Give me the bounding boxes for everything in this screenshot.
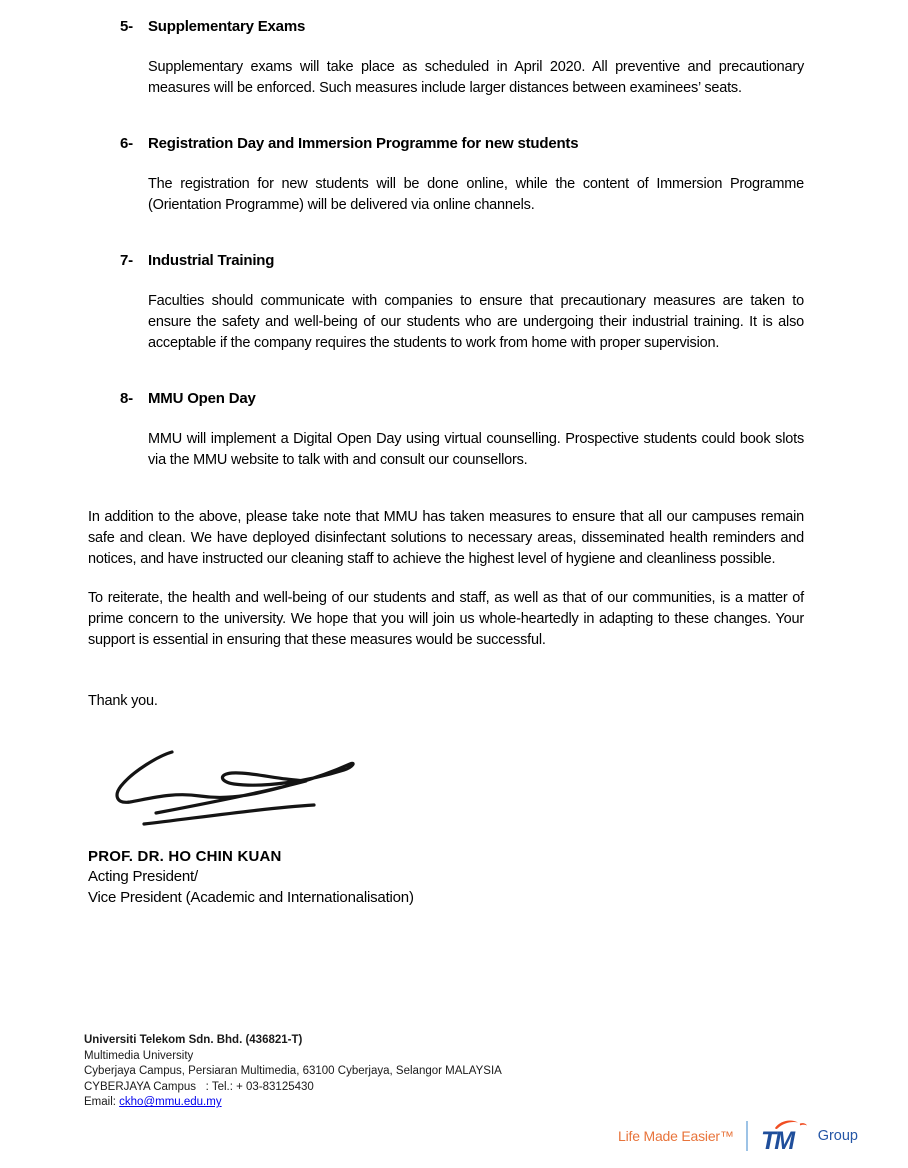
item-heading <box>120 388 804 409</box>
brand-group-label: Group <box>817 1128 858 1144</box>
thank-you-line: Thank you. <box>88 693 158 709</box>
email-link[interactable]: ckho@mmu.edu.my <box>119 1096 222 1109</box>
footer-email-label: Email: <box>84 1096 120 1109</box>
footer-email-line <box>84 1095 502 1111</box>
item-paragraph: Supplementary exams will take place as scheduled in April 2020. All preventive and precautionary measures will be enforced. Such measures include larger distances between examinees’ seats. <box>148 59 804 96</box>
brand-divider <box>746 1121 748 1151</box>
letter-body <box>88 14 804 908</box>
item-paragraph: The registration for new students will be done online, while the content of Immersion Programme (Orientation Programme) will be delivered via online channels. <box>148 176 804 213</box>
signatory-title-2: Vice President (Academic and Internationalisation) <box>88 888 414 906</box>
footer-company: Universiti Telekom Sdn. Bhd. (436821-T) <box>84 1034 303 1046</box>
footer-address: Cyberjaya Campus, Persiaran Multimedia, 63100 Cyberjaya, Selangor MALAYSIA <box>84 1065 502 1078</box>
signatory-title-1: Acting President/ <box>88 868 198 885</box>
footer-university: Multimedia University <box>84 1049 194 1062</box>
closing-paragraph-2: To reiterate, the health and well-being of our students and staff, as well as that of our communities, is a matter of prime concern to the university. We hope that you will join us whole-heartedly in adapting to these changes. Your support is essential in ensuring that these measures would be successful. <box>88 590 804 648</box>
closing-paragraph-1: In addition to the above, please take note that MMU has taken measures to ensure that all our campuses remain safe and clean. We have deployed disinfectant solutions to necessary areas, disseminated health reminders and notices, and have instructed our cleaning staff to achieve the highest level of hygiene and cleanliness possible. <box>88 509 804 567</box>
letterhead-footer <box>84 1033 502 1111</box>
item-heading <box>120 16 804 37</box>
item-number: 6- <box>120 135 133 152</box>
list-item-8 <box>88 388 804 471</box>
item-paragraph: Faculties should communicate with companies to ensure that precautionary measures are taken to ensure the safety and well-being of our students who are undergoing their industrial training. It is also acceptable if the company requires the students to work from home with proper supervision. <box>148 293 804 351</box>
signatory-name: PROF. DR. HO CHIN KUAN <box>88 848 282 865</box>
item-number: 7- <box>120 252 133 269</box>
item-number: 8- <box>120 390 133 407</box>
item-heading <box>120 250 804 271</box>
signature <box>94 736 394 836</box>
item-number: 5- <box>120 18 133 35</box>
brand-tagline: Life Made Easier™ <box>618 1128 734 1144</box>
brand-block <box>618 1117 858 1155</box>
tm-logo-icon <box>760 1118 814 1154</box>
item-heading-text: Supplementary Exams <box>148 18 306 35</box>
item-heading-text: Industrial Training <box>148 252 275 269</box>
list-item-5 <box>88 16 804 99</box>
item-heading-text: Registration Day and Immersion Programme for new students <box>148 135 579 152</box>
svg-text:TM: TM <box>760 1127 793 1154</box>
footer-phone: CYBERJAYA Campus : Tel.: + 03-83125430 <box>84 1080 314 1093</box>
item-heading-text: MMU Open Day <box>148 390 256 407</box>
list-item-7 <box>88 250 804 354</box>
signature-icon <box>94 736 394 836</box>
list-item-6 <box>88 133 804 216</box>
item-paragraph: MMU will implement a Digital Open Day using virtual counselling. Prospective students could book slots via the MMU website to talk with and consult our counsellors. <box>148 431 804 468</box>
item-heading <box>120 133 804 154</box>
